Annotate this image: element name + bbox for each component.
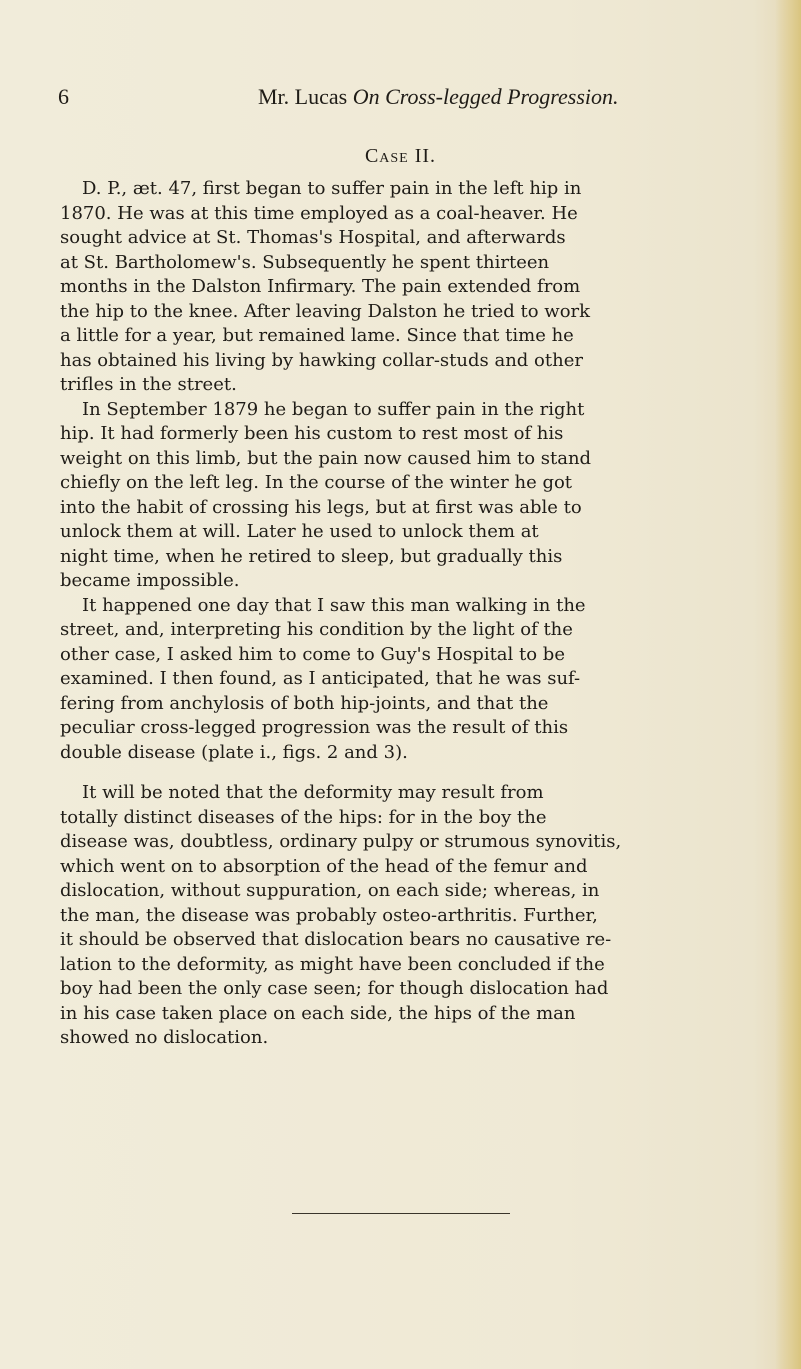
page-number: 6 — [58, 84, 69, 109]
text-line: examined. I then found, as I anticipated, that he was suf- — [60, 668, 581, 689]
text-line: showed no dislocation. — [60, 1027, 269, 1048]
text-line: months in the Dalston Infirmary. The pain extended from — [60, 276, 581, 297]
text-line: disease was, doubtless, ordinary pulpy or strumous synovitis, — [60, 831, 622, 852]
text-line: 1870. He was at this time employed as a coal-heaver. He — [60, 202, 578, 224]
running-head — [258, 84, 619, 110]
text-line: weight on this limb, but the pain now caused him to stand — [60, 447, 592, 469]
text-line: the man, the disease was probably osteo-arthritis. Further, — [60, 904, 598, 926]
text-line: It will be noted that the deformity may result from — [82, 782, 544, 803]
section-divider-rule — [292, 1213, 510, 1214]
text-line: street, and, interpreting his condition by the light of the — [60, 619, 573, 640]
text-line: night time, when he retired to sleep, but gradually this — [60, 545, 563, 567]
text-line: boy had been the only case seen; for though dislocation had — [60, 978, 609, 999]
text-line: peculiar cross-legged progression was the result of this — [60, 717, 569, 738]
paragraph-1 — [60, 177, 765, 398]
body-text — [60, 177, 765, 1051]
text-line: into the habit of crossing his legs, but at first was able to — [60, 496, 582, 518]
text-line: a little for a year, but remained lame. Since that time he — [60, 325, 574, 346]
running-head-title: On Cross-legged Progression. — [352, 84, 619, 109]
text-line: totally distinct diseases of the hips: for in the boy the — [60, 806, 547, 828]
text-line: it should be observed that dislocation bears no causative re- — [60, 929, 612, 950]
text-line: at St. Bartholomew's. Subsequently he spent thirteen — [60, 251, 550, 273]
text-line: became impossible. — [60, 570, 240, 591]
text-line: hip. It had formerly been his custom to rest most of his — [60, 423, 564, 444]
case-heading: Case II. — [364, 145, 437, 167]
text-line: lation to the deformity, as might have been concluded if the — [60, 953, 605, 975]
running-head-author: Mr. Lucas — [258, 84, 353, 109]
text-line: chiefly on the left leg. In the course of the winter he got — [60, 472, 573, 493]
page-header — [50, 84, 770, 124]
paragraph-gap — [60, 765, 765, 781]
text-line: unlock them at will. Later he used to unlock them at — [60, 521, 539, 542]
text-line: sought advice at St. Thomas's Hospital, and afterwards — [60, 227, 566, 248]
paragraph-2 — [60, 398, 765, 594]
text-line: the hip to the knee. After leaving Dalston he tried to work — [60, 300, 591, 322]
text-line: which went on to absorption of the head of the femur and — [60, 855, 588, 877]
text-line: in his case taken place on each side, the hips of the man — [60, 1002, 576, 1024]
text-line: In September 1879 he began to suffer pain in the right — [82, 398, 585, 420]
paragraph-3 — [60, 594, 765, 766]
text-line: D. P., æt. 47, first began to suffer pain in the left hip in — [82, 178, 582, 199]
text-line: dislocation, without suppuration, on each side; whereas, in — [60, 880, 600, 901]
text-line: It happened one day that I saw this man walking in the — [82, 594, 586, 616]
text-line: trifles in the street. — [60, 374, 237, 395]
text-line: fering from anchylosis of both hip-joints, and that the — [60, 692, 549, 714]
text-line: double disease (plate i., figs. 2 and 3). — [60, 741, 408, 763]
page-edge-discoloration — [775, 0, 801, 1369]
text-line: has obtained his living by hawking collar-studs and other — [60, 349, 583, 371]
text-line: other case, I asked him to come to Guy's Hospital to be — [60, 643, 565, 665]
paragraph-4 — [60, 781, 765, 1051]
